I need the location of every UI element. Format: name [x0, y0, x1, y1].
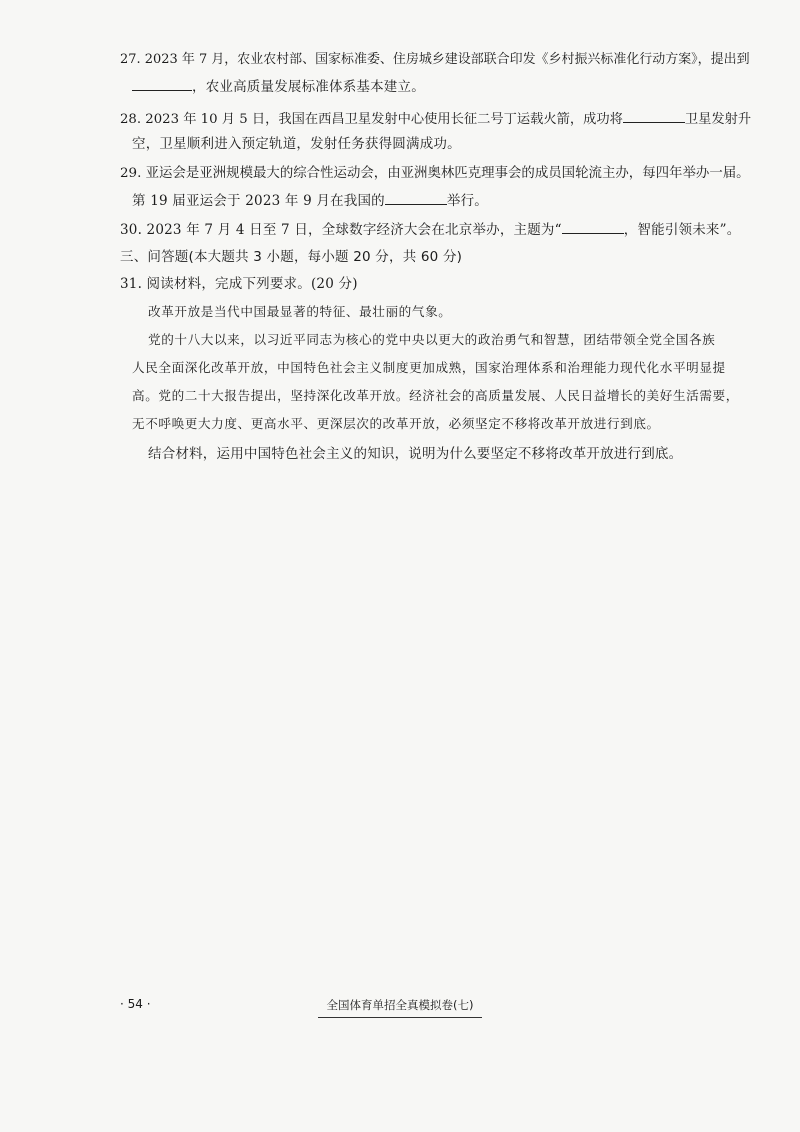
material-line-2: 党的十八大以来，以习近平同志为核心的党中央以更大的政治勇气和智慧，团结带领全党全国各族 [148, 332, 716, 347]
question-29-line-1: 29. 亚运会是亚洲规模最大的综合性运动会，由亚洲奥林匹克理事会的成员国轮流主办，每四年举办一届。 [120, 166, 750, 181]
material-line-3: 人民全面深化改革开放，中国特色社会主义制度更加成熟，国家治理体系和治理能力现代化水平明显提 [132, 360, 726, 375]
question-29-line-2-tail: 举行。 [446, 193, 488, 209]
question-27-line-2-text: ，农业高质量发展标准体系基本建立。 [192, 79, 425, 95]
question-30-line-1-head: 30. 2023 年 7 月 4 日至 7 日，全球数字经济大会在北京举办，主题为“ [120, 222, 562, 238]
answer-blank-30[interactable] [562, 219, 624, 234]
question-30-line-1-tail: ，智能引领未来”。 [623, 222, 741, 238]
question-28-line-1 [120, 108, 751, 130]
question-31-task: 结合材料，运用中国特色社会主义的知识，说明为什么要坚定不移将改革开放进行到底。 [148, 446, 683, 462]
question-29-line-2-head: 第 19 届亚运会于 2023 年 9 月在我国的 [132, 193, 385, 209]
answer-blank-27[interactable] [132, 76, 192, 91]
series-title: 全国体育单招全真模拟卷(七) [326, 998, 474, 1012]
material-line-4: 高。党的二十大报告提出，坚持深化改革开放。经济社会的高质量发展、人民日益增长的美好生活需要， [132, 388, 739, 403]
question-28-line-1-head: 28. 2023 年 10 月 5 日，我国在西昌卫星发射中心使用长征二号丁运载火箭，成功将 [120, 112, 623, 127]
answer-blank-28[interactable] [623, 108, 685, 123]
question-31-prompt: 31. 阅读材料，完成下列要求。(20 分) [120, 276, 358, 292]
section-3-title: 三、问答题(本大题共 3 小题，每小题 20 分，共 60 分) [120, 249, 463, 265]
page-number: · 54 · [120, 997, 151, 1011]
answer-blank-29[interactable] [385, 190, 447, 205]
question-29-line-2 [132, 190, 488, 211]
question-28-line-2: 空，卫星顺利进入预定轨道，发射任务获得圆满成功。 [132, 136, 461, 152]
question-27-line-1: 27. 2023 年 7 月，农业农村部、国家标准委、住房城乡建设部联合印发《乡村振兴标准化行动方案》，提出到 [120, 52, 750, 67]
question-28-line-1-tail: 卫星发射升 [684, 112, 752, 127]
material-line-5: 无不呼唤更大力度、更高水平、更深层次的改革开放，必须坚定不移将改革开放进行到底。 [132, 416, 660, 431]
question-27-line-2 [132, 76, 425, 97]
footer-underline [318, 1017, 482, 1018]
material-line-1: 改革开放是当代中国最显著的特征、最壮丽的气象。 [148, 304, 452, 319]
question-30-line-1 [120, 219, 740, 240]
